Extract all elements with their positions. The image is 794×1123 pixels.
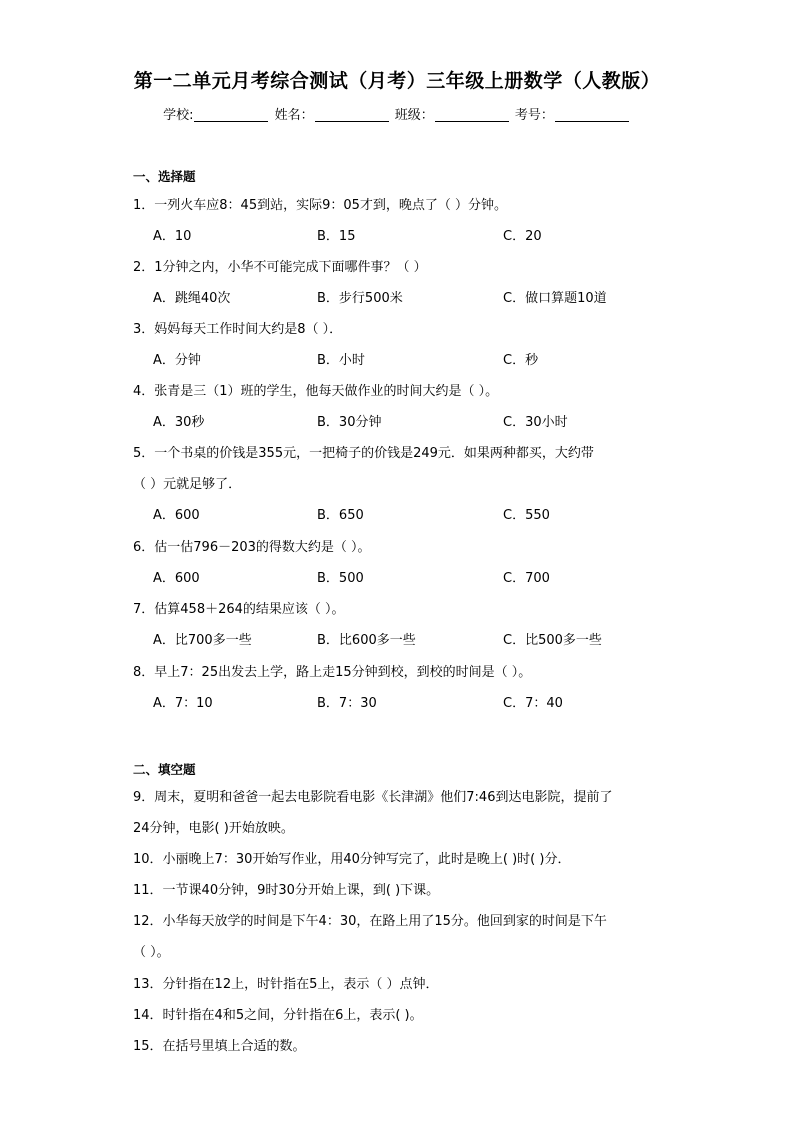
question-8: 8．早上7：25出发去上学，路上走15分钟到校，到校的时间是（ ）。 xyxy=(133,665,532,680)
q5-option-a: A．600 xyxy=(153,508,200,523)
q3-option-a: A．分钟 xyxy=(153,353,201,368)
q1-option-a: A．10 xyxy=(153,229,192,244)
exam-number-label: 考号： xyxy=(514,108,554,123)
school-label: 学校: xyxy=(163,108,194,123)
question-4: 4．张青是三（1）班的学生，他每天做作业的时间大约是（ ）。 xyxy=(133,384,499,399)
question-6: 6．估一估796－203的得数大约是（ ）。 xyxy=(133,540,371,555)
section-title-choice: 一、选择题 xyxy=(133,169,196,184)
q7-option-a: A．比700多一些 xyxy=(153,633,252,648)
q7-option-c: C．比500多一些 xyxy=(503,633,602,648)
q4-option-a: A．30秒 xyxy=(153,415,205,430)
q1-option-b: B．15 xyxy=(317,229,356,244)
q5-option-c: C．550 xyxy=(503,508,550,523)
question-5-continued: （ ）元就足够了． xyxy=(133,477,242,492)
class-blank[interactable] xyxy=(435,108,509,122)
q7-option-b: B．比600多一些 xyxy=(317,633,416,648)
question-1: 1．一列火车应8：45到站，实际9：05才到，晚点了（ ）分钟。 xyxy=(133,198,508,213)
q8-option-b: B．7：30 xyxy=(317,696,377,711)
question-13: 13．分针指在12上，时针指在5上，表示（ ）点钟． xyxy=(133,977,439,992)
exam-number-blank[interactable] xyxy=(555,108,629,122)
question-11: 11．一节课40分钟，9时30分开始上课，到( )下课。 xyxy=(133,883,440,898)
question-5: 5．一个书桌的价钱是355元，一把椅子的价钱是249元．如果两种都买，大约带 xyxy=(133,446,594,461)
q4-option-c: C．30小时 xyxy=(503,415,568,430)
question-10: 10．小丽晚上7：30开始写作业，用40分钟写完了，此时是晚上( )时( )分． xyxy=(133,852,571,867)
q6-option-c: C．700 xyxy=(503,571,550,586)
class-label: 班级： xyxy=(394,108,434,123)
question-12: 12．小华每天放学的时间是下午4：30，在路上用了15分。他回到家的时间是下午 xyxy=(133,914,607,929)
question-15: 15．在括号里填上合适的数。 xyxy=(133,1039,306,1054)
question-14: 14．时针指在4和5之间，分针指在6上，表示( )。 xyxy=(133,1008,423,1023)
q2-option-b: B．步行500米 xyxy=(317,291,403,306)
question-9: 9．周末，夏明和爸爸一起去电影院看电影《长津湖》他们7:46到达电影院，提前了 xyxy=(133,790,613,805)
q4-option-b: B．30分钟 xyxy=(317,415,382,430)
name-label: 姓名： xyxy=(274,108,314,123)
q6-option-a: A．600 xyxy=(153,571,200,586)
page-title: 第一二单元月考综合测试（月考）三年级上册数学（人教版） xyxy=(133,70,661,92)
school-blank[interactable] xyxy=(194,108,268,122)
q2-option-a: A．跳绳40次 xyxy=(153,291,231,306)
question-3: 3．妈妈每天工作时间大约是8（ ）． xyxy=(133,322,343,337)
q6-option-b: B．500 xyxy=(317,571,364,586)
section-title-fill-blank: 二、填空题 xyxy=(133,762,196,777)
student-info-line xyxy=(0,104,794,123)
q8-option-c: C．7：40 xyxy=(503,696,563,711)
name-blank[interactable] xyxy=(315,108,389,122)
q8-option-a: A．7：10 xyxy=(153,696,213,711)
question-9-continued: 24分钟，电影( )开始放映。 xyxy=(133,821,294,836)
question-2: 2．1分钟之内，小华不可能完成下面哪件事？（ ） xyxy=(133,260,427,275)
q3-option-b: B．小时 xyxy=(317,353,365,368)
question-12-continued: （ ）。 xyxy=(133,945,170,960)
question-7: 7．估算458＋264的结果应该（ ）。 xyxy=(133,602,345,617)
q2-option-c: C．做口算题10道 xyxy=(503,291,607,306)
q3-option-c: C．秒 xyxy=(503,353,539,368)
q1-option-c: C．20 xyxy=(503,229,542,244)
q5-option-b: B．650 xyxy=(317,508,364,523)
